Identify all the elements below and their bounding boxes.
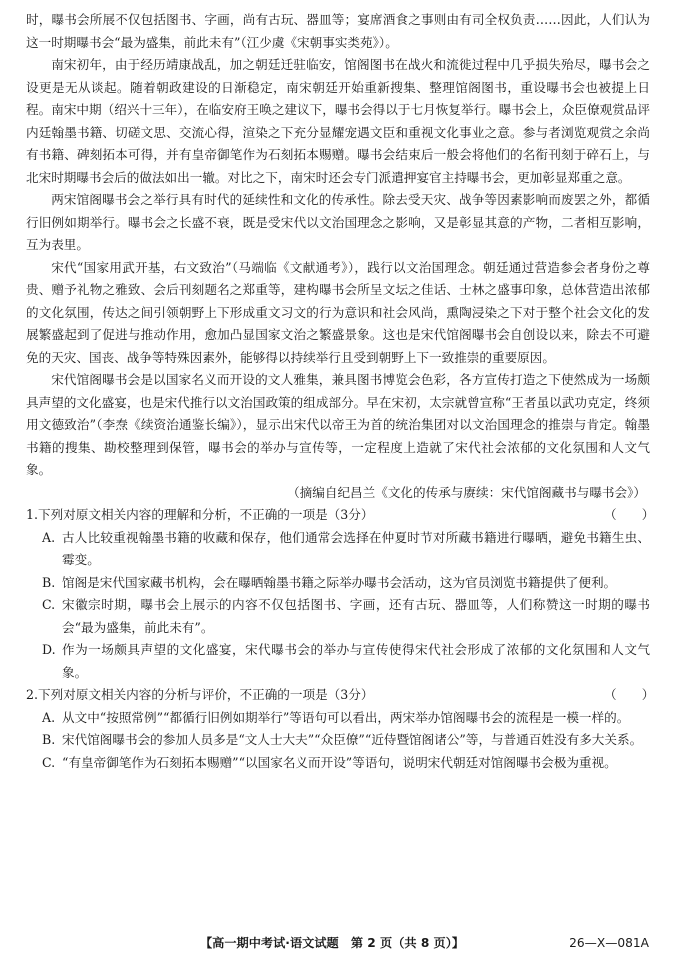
paragraph-4: 宋代“国家用武开基，右文致治”（马端临《文献通考》），践行以文治国理念。朝廷通过营造参会者身份之尊贵、赠予礼物之雅致、会后刊刻题名之郑重等，建构曝书会所呈文坛之佳话、士林之盛事印象，总体营造出浓郁的文化氛围，传达之间引领朝野上下形成重文习文的行为意识和社会风尚，熏陶浸染之下对于整个社会文化的发展繁盛起到了促进与推动作用，愈加凸显国家文治之繁盛景象。这也是宋代馆阁曝书会自创设以来，除去不可避免的天灾、国丧、战争等特殊因素外，能够得以持续举行且受到朝野上下一致推崇的重要原因。 (26, 259, 650, 365)
source-citation: （摘编自纪昌兰《文化的传承与赓续：宋代馆阁藏书与曝书会》） (287, 484, 646, 500)
footer-title: 【高一期中考试·语文试题 第 2 页（共 8 页）】 (200, 936, 465, 950)
paragraph-3: 两宋馆阁曝书会之举行具有时代的延续性和文化的传承性。除去受天灾、战争等因素影响而废罢之外，都循行旧例如期举行。曝书会之长盛不衰，既是受宋代以文治国理念之影响，又是彰显其意的产物，二者相互影响，互为表里。 (26, 192, 650, 252)
exam-page (26, 9, 655, 774)
option-text: 从文中“按照常例”“都循行旧例如期举行”等语句可以看出，两宋举办馆阁曝书会的流程是一模一样的。 (62, 709, 630, 725)
option-label: C. (42, 754, 56, 770)
option-label: B. (42, 732, 56, 747)
option-label: C. (42, 597, 56, 612)
question-stem: 1.下列对原文相关内容的理解和分析，不正确的一项是（3分） (26, 507, 374, 522)
paragraph-2: 南宋初年，由于经历靖康战乱，加之朝廷迁驻临安，馆阁图书在战火和流徙过程中几乎损失殆尽，曝书会之设更是无从谈起。随着朝政建设的日渐稳定，南宋朝廷开始重新搜集、整理馆阁图书，重设曝书会也被提上日程。南宋中期（绍兴十三年），在临安府王唤之建议下，曝书会得以于七月恢复举行。曝书会上，众臣僚观赏品评内廷翰墨书籍、切磋文思、交流心得，渲染之下充分显耀宠遇文臣和重视文化事业之意。参与者浏览观赏之余尚有书籍、碑刻拓本可得，并有皇帝御笔作为石刻拓本赐赠。曝书会结束后一般会将他们的名衔刊刻于碎石上，与北宋时期曝书会后的做法如出一辙。对比之下，南宋时还会专门派遣押宴官主持曝书会，更加彰显郑重之意。 (26, 57, 650, 185)
question-1 (26, 504, 655, 684)
option-c (26, 752, 650, 775)
option-text: 宋代馆阁曝书会的参加人员多是“文人士大夫”“众臣僚”“近侍暨馆阁诸公”等，与普通百姓没有多大关系。 (62, 732, 643, 747)
option-text: 作为一场颇具声望的文化盛宴，宋代曝书会的举办与宣传使得宋代社会形成了浓郁的文化氛围和人文气象。 (62, 642, 650, 680)
option-b (26, 729, 650, 752)
option-text: 古人比较重视翰墨书籍的收藏和保存，他们通常会选择在仲夏时节对所藏书籍进行曝晒，避免书籍生虫、霉变。 (62, 529, 650, 567)
option-c (26, 594, 650, 639)
option-a (26, 707, 650, 730)
question-2 (26, 684, 655, 774)
option-text: “有皇帝御笔作为石刻拓本赐赠”“以国家名义而开设”等语句，说明宋代朝廷对馆阁曝书会极为重视。 (62, 754, 617, 770)
exam-code: 26—X—081A (569, 936, 649, 950)
option-label: A. (42, 529, 56, 545)
option-b (26, 572, 650, 595)
option-text: 馆阁是宋代国家藏书机构，会在曝晒翰墨书籍之际举办曝书会活动，这为官员浏览书籍提供了便利。 (62, 574, 617, 590)
option-text: 宋徽宗时期，曝书会上展示的内容不仅包括图书、字画，还有古玩、器皿等，人们称赞这一时期的曝书会“最为盛集，前此未有”。 (62, 597, 650, 635)
page-footer (0, 932, 677, 954)
option-d (26, 639, 650, 684)
option-label: D. (42, 642, 56, 657)
option-a (26, 527, 650, 572)
answer-blank: （ ） (604, 507, 655, 522)
option-label: A. (42, 709, 56, 725)
answer-blank: （ ） (604, 687, 655, 702)
question-stem: 2.下列对原文相关内容的分析与评价，不正确的一项是（3分） (26, 687, 374, 702)
paragraph-1: 时，曝书会所展不仅包括图书、字画，尚有古玩、器皿等；宴席酒食之事则由有司全权负责……因此，人们认为这一时期曝书会“最为盛集，前此未有”（江少虞《宋朝事实类苑》）。 (26, 12, 650, 50)
paragraph-5: 宋代馆阁曝书会是以国家名义而开设的文人雅集，兼具图书博览会色彩，各方宣传打造之下使然成为一场颇具声望的文化盛宴，也是宋代推行以文治国政策的组成部分。早在宋初，太宗就曾宣称“王者虽以武功克定，终须用文德致治”（李焘《续资治通鉴长编》），显示出宋代以帝王为首的统治集团对以文治国理念的推崇与肯定。翰墨书籍的搜集、勘校整理到保管，曝书会的举办与宣传等，一定程度上造就了宋代社会浓郁的文化氛围和人文气象。 (26, 372, 650, 477)
option-label: B. (42, 574, 56, 590)
